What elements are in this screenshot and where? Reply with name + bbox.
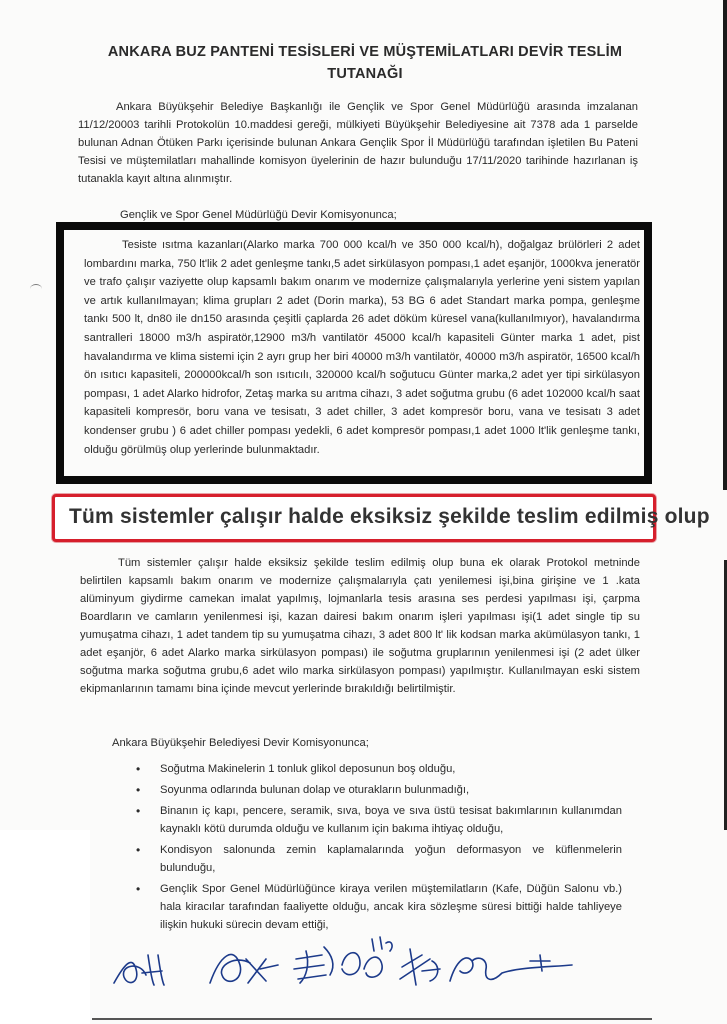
highlight-callout (52, 494, 710, 542)
list-item: • Binanın iç kapı, pencere, seramik, sıva, boya ve sıva üstü tesisat bakımlarının kullanımdan kaynaklı kötü durumda olduğu ve kullanım için bakıma ihtiyaç olduğu, (136, 804, 622, 835)
intro-paragraph: Ankara Büyükşehir Belediye Başkanlığı ile Gençlik ve Spor Genel Müdürlüğü arasında imzalanan 11/12/20003 tarihli Protokolün 10.maddesi gereği, mülkiyeti Büyükşehir Belediyesine ait 7378 ada 1 parselde bulunan Adnan Ötüken Parkı içerisinde bulunan Ankara Gençlik Spor İl Müdürlüğü tarafından işletilen Bu Pateni Tesisi ve müştemilatları mahallinde komisyon üyelerinin de hazır bulunduğu 17/11/2020 tarihinde hazırlanan iş tutanakla kayıt altına alınmıştır. (78, 101, 638, 185)
findings-list (132, 760, 622, 937)
bottom-divider (92, 1018, 652, 1020)
bullet-icon: • (136, 783, 141, 797)
scan-blank-area (0, 830, 90, 1024)
list-item: • Gençlik Spor Genel Müdürlüğünce kiraya verilen müştemilatların (Kafe, Düğün Salonu vb.) hala kiracılar tarafından faaliyette olduğu, ancak kira sözleşme süresi bittiği halde tahliyeye ilişkin hukuki sürecin devam ettiği, (136, 882, 622, 931)
signature-3 (294, 947, 333, 983)
signature-5 (400, 949, 440, 985)
signature-1 (114, 955, 164, 985)
signatures (110, 925, 580, 995)
body-paragraph: Tüm sistemler çalışır halde eksiksiz şekilde teslim edilmiş olup buna ek olarak Protokol metninde belirtilen kapsamlı bakım onarım ve modernize çalışmalarıyla çatı yenilemesi işi,bina girişine ve 1 .kata alüminyum giydirme camekan imalat yapılmış, lojmanlarla tesis arasına ses perdesi yapılması işi, çarpma Boardların ve camların yenilenmesi işi, kazan dairesi bakım onarım işleri yapılması işi(1 adet single tip su yumuşatma cihazı, 1 adet tandem tip su yumuşatma cihazı, 3 adet 800 lt' lik kodsan marka akümülasyon tankı, 1 adet eşanjör, 6 adet Alarko marka sirkülasyon pompası) ile soğutma gruplarının yenilenmesi işi (2 adet ülker soğutma marka soğutma grubu,6 adet wilo marka sirkülasyon pompası) yapılmıştır. Kullanılmayan eski sistem ekipmanlarının tamamı bina içinde mevcut yerlerinde bırakıldığı belirtilmiştir. (80, 557, 640, 695)
equipment-paragraph: Tesiste ısıtma kazanları(Alarko marka 700 000 kcal/h ve 350 000 kcal/h), doğalgaz brülörleri 2 adet lombardını marka, 750 lt'lik 2 adet genleşme tankı,5 adet sirkülasyon pompası,1 adet eşanjör, 1000kva jeneratör ve trafo çalışır vaziyette olup kapsamlı bakım onarım ve modernize çalışmalarıyla yerlerine yeni sistem yapılan ve artık kullanılmayan; klima grupları 2 adet (Dorin marka), 53 BG 6 adet Standart marka pompa, genleşme tankı 500 lt, dn80 ile dn150 arasında çeşitli çaplarda 26 adet döküm küresel vana(kullanılmıyor), havalandırma santralleri 18000 m3/h aspiratör,12900 m3/h vantilatör 45000 kcal/h kapasiteli Günter marka 1 adet, pist havalandırma ve klima sistemi için 2 ayrı grup her biri 40000 m3/h vantilatör, 40000 m3/h aspiratör, 16500 kcal/h ön ısıtıcı kapasiteli, 200000kcal/h son ısıtıcılı, 320000 kcal/h soğutucu Günter marka,2 adet yer tipi sirkülasyon pompası, 1 adet Alarko hidrofor, Zetaş marka su arıtma cihazı, 3 adet soğutma grubu (6 adet 102000 kcal/h saat kapasiteli kompresör, boru vana ve tesisatı, 3 adet chiller, 3 adet kompresör boru, vana ve tesisatı 3 adet kondenser grubu ) 6 adet chiller pompası yedekli, 6 adet kompresör pompası,1 adet 1000 lt'lik genleşme tankı, olduğu görülmüş olup yerlerinde bulunmaktadır. (84, 239, 640, 456)
bullet-icon: • (136, 882, 141, 896)
list-item: • Kondisyon salonunda zemin kaplamalarında yoğun deformasyon ve küflenmelerin bulunduğu, (136, 843, 622, 874)
bullet-icon: • (136, 843, 141, 857)
margin-mark (30, 284, 42, 294)
bullet-icon: • (136, 804, 141, 818)
signature-6 (450, 955, 572, 981)
signature-4 (342, 937, 392, 977)
bullet-icon: • (136, 762, 141, 776)
document-title: ANKARA BUZ PANTENİ TESİSLERİ VE MÜŞTEMİLATLARI DEVİR TESLİM (107, 44, 623, 60)
signature-2 (210, 955, 278, 983)
commission-heading-gsb: Gençlik ve Spor Genel Müdürlüğü Devir Komisyonunca; (120, 209, 397, 221)
list-item: • Soğutma Makinelerin 1 tonluk glikol deposunun boş olduğu, (136, 762, 456, 776)
highlight-text: Tüm sistemler çalışır halde eksiksiz şekilde teslim edilmiş olup (69, 505, 710, 528)
list-item: • Soyunma odlarında bulunan dolap ve oturakların bulunmadığı, (136, 783, 470, 797)
document-title-line2: TUTANAĞI (327, 66, 403, 82)
commission-heading-abb: Ankara Büyükşehir Belediyesi Devir Komisyonunca; (112, 737, 369, 749)
scan-edge (723, 0, 727, 490)
